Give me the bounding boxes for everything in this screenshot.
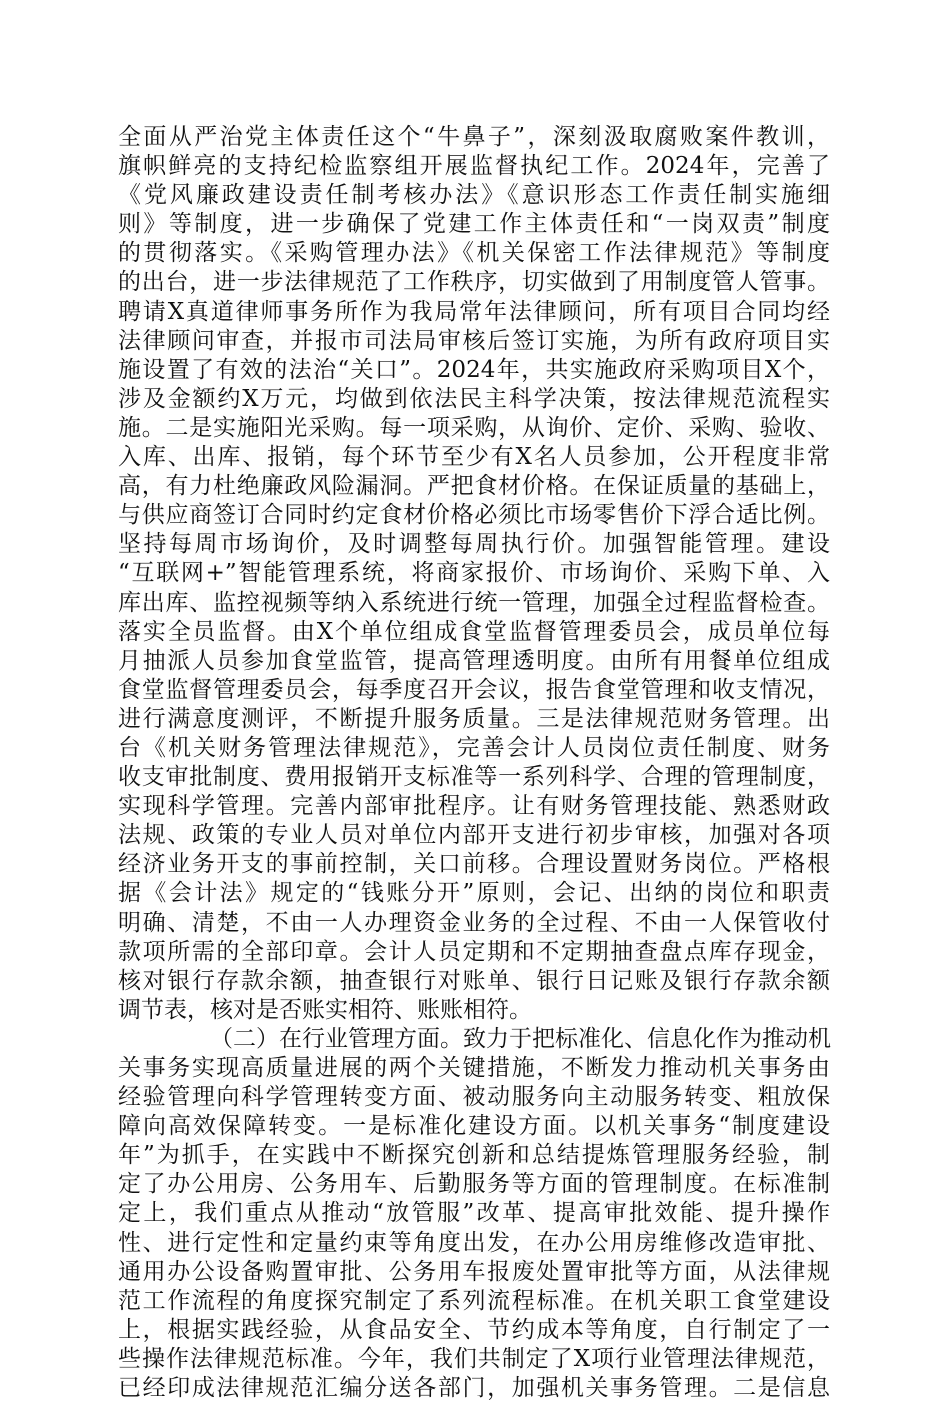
text-line: 年”为抓手，在实践中不断探究创新和总结提炼管理服务经验，制 — [118, 1142, 830, 1169]
text-line: 高，有力杜绝廉政风险漏洞。严把食材价格。在保证质量的基础上， — [118, 473, 830, 500]
text-line: 旗帜鲜亮的支持纪检监察组开展监督执纪工作。2024年，完善了 — [118, 153, 830, 180]
document-body-text — [118, 123, 830, 1403]
text-line: 月抽派人员参加食堂监管，提高管理透明度。由所有用餐单位组成 — [118, 647, 830, 674]
text-line: 经验管理向科学管理转变方面、被动服务向主动服务转变、粗放保 — [118, 1084, 830, 1111]
text-line: 进行满意度测评，不断提升服务质量。三是法律规范财务管理。出 — [118, 705, 830, 732]
text-line: 实现科学管理。完善内部审批程序。让有财务管理技能、熟悉财政 — [118, 793, 830, 820]
paragraph-end-line: 调节表，核对是否账实相符、账账相符。 — [118, 996, 532, 1023]
text-line: 法规、政策的专业人员对单位内部开支进行初步审核，加强对各项 — [118, 822, 830, 849]
text-line: 关事务实现高质量进展的两个关键措施，不断发力推动机关事务由 — [118, 1055, 830, 1081]
text-line: “互联网+”智能管理系统，将商家报价、市场询价、采购下单、入 — [118, 560, 830, 587]
text-line: 的出台，进一步法律规范了工作秩序，切实做到了用制度管人管事。 — [118, 269, 830, 296]
text-line: 上，根据实践经验，从食品安全、节约成本等角度，自行制定了一 — [118, 1316, 830, 1343]
text-line: 入库、出库、报销，每个环节至少有X名人员参加，公开程度非常 — [118, 444, 830, 471]
text-line: 台《机关财务管理法律规范》，完善会计人员岗位责任制度、财务 — [118, 734, 830, 761]
text-line: 范工作流程的角度探究制定了系列流程标准。在机关职工食堂建设 — [118, 1287, 830, 1314]
text-line: 些操作法律规范标准。今年，我们共制定了X项行业管理法律规范， — [118, 1345, 830, 1372]
text-line: 收支审批制度、费用报销开支标准等一系列科学、合理的管理制度， — [118, 764, 830, 791]
text-line: 定了办公用房、公务用车、后勤服务等方面的管理制度。在标准制 — [118, 1171, 830, 1198]
text-line: 坚持每周市场询价，及时调整每周执行价。加强智能管理。建设 — [118, 531, 830, 558]
text-line: 通用办公设备购置审批、公务用车报废处置审批等方面，从法律规 — [118, 1258, 830, 1285]
text-line: 与供应商签订合同时约定食材价格必须比市场零售价下浮合适比例。 — [118, 502, 830, 529]
text-line: 库出库、监控视频等纳入系统进行统一管理，加强全过程监督检查。 — [118, 589, 830, 616]
section-heading-line: （二）在行业管理方面。致力于把标准化、信息化作为推动机 — [210, 1025, 831, 1052]
text-line: 《党风廉政建设责任制考核办法》《意识形态工作责任制实施细 — [118, 182, 830, 209]
text-line: 食堂监督管理委员会，每季度召开会议，报告食堂管理和收支情况， — [118, 676, 830, 703]
text-line: 施。二是实施阳光采购。每一项采购，从询价、定价、采购、验收、 — [118, 414, 830, 441]
text-line: 据《会计法》规定的“钱账分开”原则，会记、出纳的岗位和职责 — [118, 880, 830, 907]
text-line: 涉及金额约X万元，均做到依法民主科学决策，按法律规范流程实 — [118, 385, 830, 412]
text-line: 性、进行定性和定量约束等角度出发，在办公用房维修改造审批、 — [118, 1229, 830, 1256]
text-line: 核对银行存款余额，抽查银行对账单、银行日记账及银行存款余额 — [118, 967, 830, 994]
text-line: 定上，我们重点从推动“放管服”改革、提高审批效能、提升操作 — [118, 1200, 830, 1227]
text-line: 全面从严治党主体责任这个“牛鼻子”，深刻汲取腐败案件教训， — [118, 124, 830, 150]
text-line: 法律顾问审查，并报市司法局审核后签订实施，为所有政府项目实 — [118, 327, 830, 354]
text-line: 障向高效保障转变。一是标准化建设方面。以机关事务“制度建设 — [118, 1113, 830, 1140]
text-line: 已经印成法律规范汇编分送各部门，加强机关事务管理。二是信息 — [118, 1375, 830, 1402]
text-line: 经济业务开支的事前控制，关口前移。合理设置财务岗位。严格根 — [118, 851, 830, 878]
text-line: 款项所需的全部印章。会计人员定期和不定期抽查盘点库存现金， — [118, 938, 830, 965]
text-line: 的贯彻落实。《采购管理办法》《机关保密工作法律规范》等制度 — [118, 240, 830, 267]
text-line: 落实全员监督。由X个单位组成食堂监督管理委员会，成员单位每 — [118, 618, 830, 645]
text-line: 施设置了有效的法治“关口”。2024年，共实施政府采购项目X个， — [118, 356, 830, 383]
text-line: 聘请X真道律师事务所作为我局常年法律顾问，所有项目合同均经 — [118, 298, 830, 325]
text-line: 明确、清楚，不由一人办理资金业务的全过程、不由一人保管收付 — [118, 909, 830, 936]
text-line: 则》等制度，进一步确保了党建工作主体责任和“一岗双责”制度 — [118, 211, 830, 238]
